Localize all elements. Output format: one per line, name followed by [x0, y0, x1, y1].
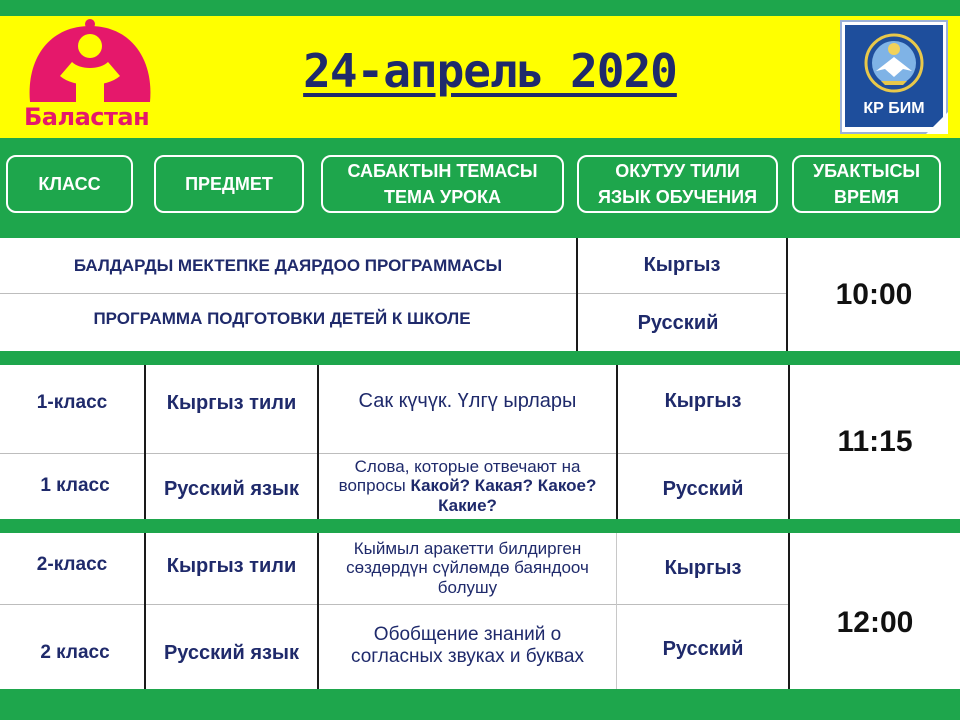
topic-cell: Сак күчүк. Үлгү ырлары [358, 390, 577, 412]
column-header-label: УБАКТЫСЫ [812, 160, 921, 181]
topic-text: Слова, которые отвечают на вопросы [338, 456, 581, 496]
brand-name: Баластан [24, 103, 150, 131]
kyrgyz-emblem-icon [845, 25, 943, 97]
subject-cell: Кыргыз тили [166, 392, 297, 414]
language-cell: Кыргыз [664, 390, 742, 412]
column-header-label: КЛАСС [38, 173, 101, 194]
column-header-topic[interactable] [321, 155, 564, 213]
column-header-label: САБАКТЫН ТЕМАСЫ [347, 160, 538, 181]
language-cell: Кыргыз [664, 557, 742, 579]
time-cell: 10:00 [835, 277, 913, 311]
column-divider [616, 533, 617, 689]
topic-cell: Обобщение знаний о согласных звуках и буквах [351, 624, 584, 667]
language-cell: Русский [662, 477, 744, 500]
program-name-ru: ПРОГРАММА ПОДГОТОВКИ ДЕТЕЙ К ШКОЛЕ [93, 309, 471, 328]
class-cell: 2 класс [40, 642, 110, 663]
schedule-block-preschool [0, 238, 960, 351]
column-header-subject[interactable] [154, 155, 304, 213]
column-header-label: ЯЗЫК ОБУЧЕНИЯ [597, 187, 758, 207]
column-header-language[interactable] [577, 155, 778, 213]
schedule-block-grade2 [0, 533, 960, 689]
column-header-class[interactable] [6, 155, 133, 213]
time-cell: 12:00 [836, 606, 914, 639]
ministry-emblem [840, 20, 948, 134]
column-header-time[interactable] [792, 155, 941, 213]
emblem-label: КР БИМ [863, 100, 925, 117]
column-header-label: ПРЕДМЕТ [185, 173, 273, 194]
class-cell: 1-класс [36, 391, 108, 413]
program-name-kg: БАЛДАРДЫ МЕКТЕПКЕ ДАЯРДОО ПРОГРАММАСЫ [73, 255, 503, 275]
language-cell: Русский [662, 637, 744, 660]
subject-cell: Русский язык [163, 477, 300, 500]
subject-cell: Русский язык [163, 641, 300, 664]
language-cell: Кыргыз [643, 254, 721, 276]
column-header-label: ВРЕМЯ [834, 187, 899, 207]
topic-cell [319, 453, 616, 519]
subject-cell: Кыргыз тили [166, 555, 297, 577]
column-header-label: ТЕМА УРОКА [384, 187, 501, 207]
schedule-block-grade1 [0, 365, 960, 519]
column-header-label: ОКУТУУ ТИЛИ [615, 160, 740, 181]
topic-cell: Кыймыл аракетти билдирген сөздөрдүн сүйлөмдө баяндооч болушу [346, 538, 589, 597]
time-cell: 11:15 [837, 425, 913, 458]
language-cell: Русский [637, 311, 719, 334]
page-title: 24-апрель 2020 [303, 44, 677, 98]
class-cell: 1 класс [40, 475, 110, 496]
emblem-panel [845, 25, 943, 127]
topic-questions: Какой? Какая? Какое? Какие? [410, 476, 597, 515]
class-cell: 2-класс [36, 553, 108, 575]
